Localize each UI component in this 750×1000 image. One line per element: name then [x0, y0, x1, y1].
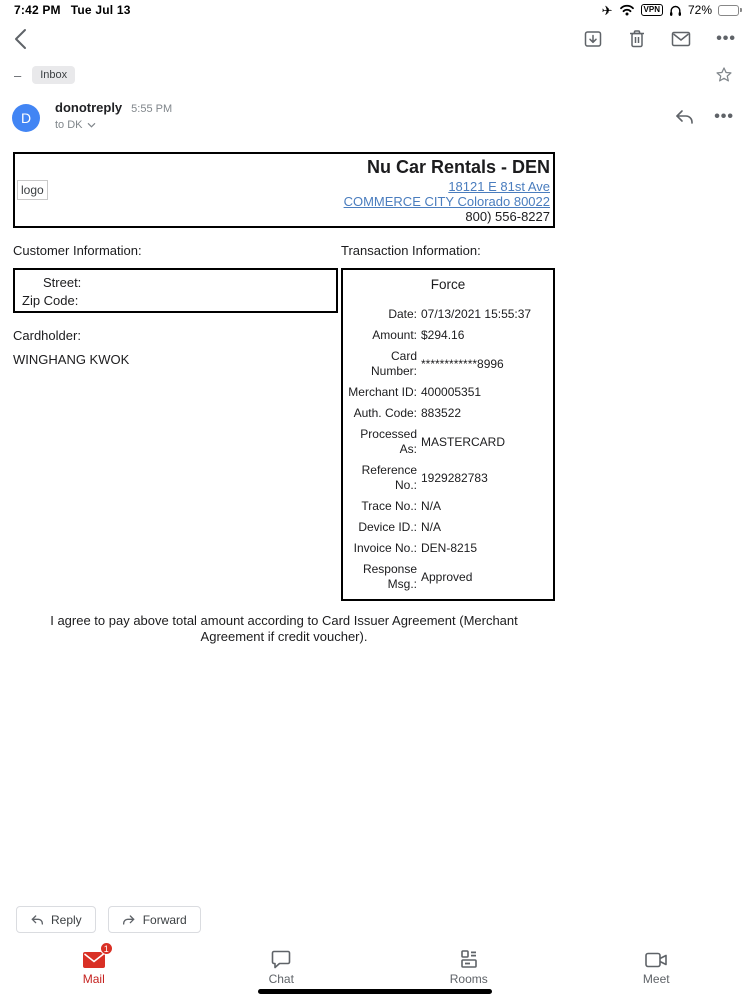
transaction-row: [343, 541, 553, 556]
broken-logo-image: logo: [17, 180, 48, 200]
transaction-row-label: Response Msg.:: [362, 562, 417, 591]
transaction-row-value: MASTERCARD: [421, 434, 506, 449]
reply-button[interactable]: [16, 906, 96, 933]
transaction-row-label: [343, 598, 421, 601]
receipt-header-box: [13, 152, 555, 228]
bottom-tab-bar: [0, 943, 750, 986]
transaction-row: [343, 349, 553, 379]
message-more-button[interactable]: [712, 110, 736, 124]
transaction-row: [343, 520, 553, 535]
tab-meet[interactable]: [563, 943, 750, 986]
transaction-row-label: Device ID.:: [358, 520, 417, 534]
transaction-row-label: Merchant ID:: [348, 385, 417, 399]
transaction-row-value: N/A: [421, 499, 442, 513]
star-button[interactable]: [712, 63, 736, 87]
clock-date: Tue Jul 13: [70, 3, 131, 17]
transaction-row-label: Trace No.:: [361, 499, 417, 513]
transaction-row-value: DEN-8215: [421, 541, 478, 555]
ellipsis-icon: •••: [714, 108, 734, 125]
battery-percent: 72%: [687, 3, 712, 17]
transaction-row: [343, 427, 553, 457]
email-body-receipt: [13, 152, 555, 644]
reply-arrow-icon: [674, 108, 694, 126]
transaction-row-value: $294.16: [421, 328, 465, 342]
message-actions: [16, 906, 201, 933]
transaction-row-label: Invoice No.:: [353, 541, 417, 555]
sender-name: donotreply: [55, 100, 123, 115]
transaction-row-label: Card Number:: [370, 349, 417, 378]
inbox-label-chip[interactable]: Inbox: [32, 66, 75, 84]
transaction-row-label: Processed As:: [360, 427, 417, 456]
transaction-table: [343, 307, 553, 601]
agreement-text: I agree to pay above total amount according to Card Issuer Agreement (Merchant Agreement if credit voucher).: [50, 613, 518, 644]
sender-avatar[interactable]: D: [12, 104, 40, 132]
transaction-row-value: 883522: [421, 406, 462, 420]
trash-icon: [628, 29, 646, 49]
tab-mail[interactable]: [0, 943, 188, 986]
transaction-row: [343, 598, 553, 601]
transaction-information-section: [341, 243, 555, 601]
subject-row: [14, 64, 736, 86]
transaction-row-value: Approved: [421, 569, 473, 584]
transaction-row-value: 1929282783: [421, 470, 488, 485]
cardholder-name: WINGHANG KWOK: [13, 352, 130, 367]
reply-arrow-icon: [30, 914, 44, 926]
street-label: Street:: [43, 275, 82, 290]
forward-arrow-icon: [122, 914, 136, 926]
archive-icon: [583, 29, 603, 49]
back-button[interactable]: [10, 26, 32, 52]
subject-placeholder: –: [14, 67, 22, 83]
transaction-row-label: Amount:: [372, 328, 417, 342]
battery-icon: [718, 5, 742, 16]
clock-time: 7:42 PM: [14, 3, 61, 17]
message-time: 5:55 PM: [131, 103, 173, 115]
recipient-label: to DK: [55, 119, 83, 131]
ellipsis-icon: •••: [716, 30, 736, 47]
vpn-badge: VPN: [641, 4, 663, 16]
star-icon: [714, 65, 734, 85]
airplane-mode-icon: ✈: [601, 2, 613, 18]
mail-unread-badge: 1: [100, 942, 113, 955]
merchant-phone: 800) 556-8227: [465, 209, 550, 224]
merchant-title: Nu Car Rentals - DEN: [366, 157, 550, 177]
customer-section-title: Customer Information:: [13, 243, 142, 258]
transaction-row-value: 400005351: [421, 385, 482, 399]
transaction-row: [343, 463, 553, 493]
tab-meet-label: Meet: [642, 972, 670, 986]
tab-mail-label: Mail: [82, 972, 105, 986]
transaction-row: [343, 307, 553, 322]
transaction-row: [343, 406, 553, 421]
forward-button[interactable]: [108, 906, 201, 933]
reply-button-label: Reply: [51, 912, 82, 927]
reply-button-icon[interactable]: [672, 106, 696, 128]
chevron-down-icon: [87, 122, 96, 128]
customer-information-section: [13, 243, 338, 601]
cardholder-label: Cardholder:: [13, 328, 81, 343]
tab-rooms-label: Rooms: [449, 972, 488, 986]
address-link-line2[interactable]: COMMERCE CITY Colorado 80022: [343, 194, 550, 209]
zip-code-label: Zip Code:: [22, 293, 79, 308]
toolbar: [10, 26, 738, 52]
forward-button-label: Forward: [142, 912, 187, 927]
address-link-line1[interactable]: 18121 E 81st Ave: [448, 179, 550, 194]
transaction-row: [343, 328, 553, 343]
archive-button[interactable]: [581, 27, 605, 51]
transaction-row: [343, 499, 553, 514]
transaction-section-title: Transaction Information:: [341, 243, 481, 258]
wifi-icon: [619, 4, 635, 16]
transaction-row-value: N/A: [421, 520, 442, 534]
transaction-row-label: Date:: [388, 307, 417, 321]
tab-chat[interactable]: [188, 943, 376, 986]
transaction-row-label: Auth. Code:: [353, 406, 417, 420]
delete-button[interactable]: [626, 27, 648, 51]
recipient-expander[interactable]: [55, 119, 96, 131]
transaction-row: [343, 562, 553, 592]
status-bar: [14, 2, 742, 18]
mark-unread-button[interactable]: [669, 29, 693, 49]
customer-info-box: [13, 268, 338, 313]
transaction-row-value: ************8996: [421, 356, 504, 371]
home-indicator[interactable]: [258, 989, 492, 994]
more-options-button[interactable]: [714, 32, 738, 46]
chevron-left-icon: [12, 28, 30, 50]
tab-chat-label: Chat: [268, 972, 294, 986]
transaction-row: [343, 385, 553, 400]
headphones-icon: [669, 4, 682, 17]
envelope-icon: [671, 31, 691, 47]
transaction-row-value: 07/13/2021 15:55:37: [421, 307, 532, 321]
transaction-type: Force: [430, 277, 466, 292]
transaction-row-label: Reference No.:: [361, 463, 417, 492]
chat-icon: [270, 949, 292, 969]
sender-row: [12, 100, 736, 132]
transaction-info-box: [341, 268, 555, 601]
rooms-icon: [458, 949, 480, 969]
meet-icon: [644, 951, 668, 969]
tab-rooms[interactable]: [375, 943, 563, 986]
